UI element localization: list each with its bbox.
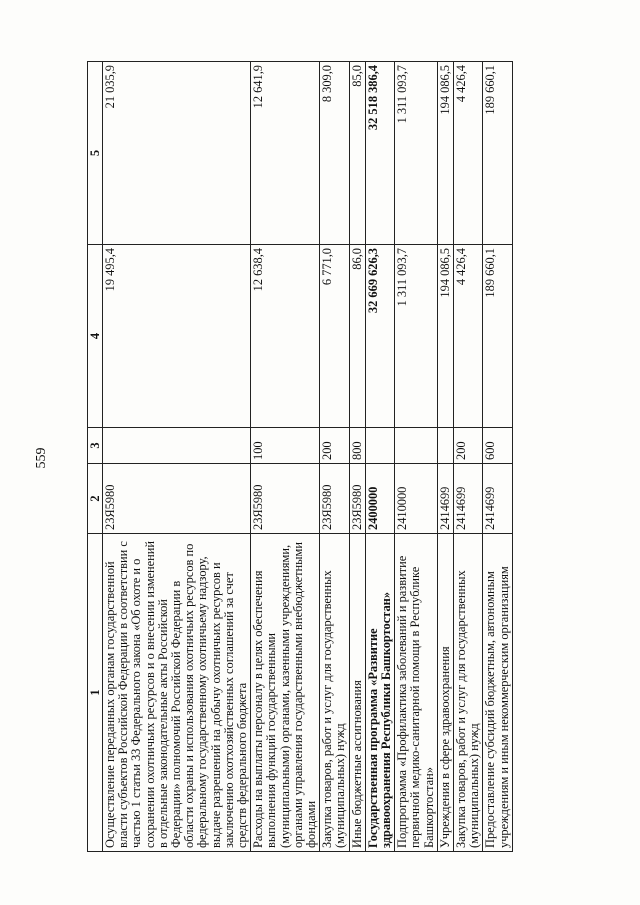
row-code: 23Я5980 [251,464,320,534]
row-value-5: 12 641,9 [251,62,320,245]
header-col-5: 5 [88,62,103,245]
row-value-5: 8 309,0 [320,62,349,245]
row-value-5: 194 086,5 [437,62,453,245]
table-row [365,62,394,852]
row-value-5: 189 660,1 [483,62,512,245]
row-vr [395,428,438,464]
row-vr [365,428,394,464]
row-value-5: 21 035,9 [103,62,251,245]
row-value-4: 189 660,1 [483,245,512,428]
row-vr [437,428,453,464]
budget-table-rotated [87,62,607,852]
table-row [320,62,349,852]
row-value-5: 85,0 [349,62,365,245]
row-code: 23Я5980 [349,464,365,534]
row-value-4: 32 669 626,3 [365,245,394,428]
row-name: Учреждения в сфере здравоохранения [437,534,453,852]
row-value-4: 1 311 093,7 [395,245,438,428]
row-code: 2400000 [365,464,394,534]
budget-table [87,61,513,852]
header-col-4: 4 [88,245,103,428]
row-name: Закупка товаров, работ и услуг для государственных (муниципальных) нужд [454,534,483,852]
table-row [483,62,512,852]
row-name: Расходы на выплаты персоналу в целях обеспечения выполнения функций государственными (муниципальными) органами, казенными учреждениями, органами управления государственными внебюджетными фондами [251,534,320,852]
row-code: 23Я5980 [320,464,349,534]
header-row [88,62,103,852]
row-vr: 600 [483,428,512,464]
row-vr: 200 [454,428,483,464]
table-row [395,62,438,852]
header-col-3: 3 [88,428,103,464]
row-name: Подпрограмма «Профилактика заболеваний и развитие первичной медико-санитарной помощи в Республике Башкортостан» [395,534,438,852]
row-code: 2414699 [483,464,512,534]
row-code: 2414699 [437,464,453,534]
row-vr: 800 [349,428,365,464]
row-value-5: 32 518 386,4 [365,62,394,245]
row-value-5: 4 426,4 [454,62,483,245]
table-row [437,62,453,852]
row-value-4: 194 086,5 [437,245,453,428]
row-name: Предоставление субсидий бюджетным, автономным учреждениям и иным некоммерческим организациям [483,534,512,852]
row-name: Иные бюджетные ассигнования [349,534,365,852]
row-value-4: 12 638,4 [251,245,320,428]
row-value-4: 86,0 [349,245,365,428]
row-code: 23Я5980 [103,464,251,534]
table-row [454,62,483,852]
row-vr: 200 [320,428,349,464]
row-value-4: 19 495,4 [103,245,251,428]
row-code: 2414699 [454,464,483,534]
row-name: Закупка товаров, работ и услуг для государственных (муниципальных) нужд [320,534,349,852]
table-row [103,62,251,852]
row-name: Осуществление переданных органам государственной власти субъектов Российской Федерации в соответствии с частью 1 статьи 33 Федерального закона «Об охоте и о сохранении охотничьих ресурсов и о внесении изменений в отдельные законодательные акты Российской Федерации» полномочий Российской Федерации в области охраны и использования охотничьих ресурсов по федеральному государственному охотничьему надзору, выдаче разрешений на добычу охотничьих ресурсов и заключению охотхозяйственных соглашений за счет средств федерального бюджета [103,534,251,852]
row-value-4: 4 426,4 [454,245,483,428]
table-row [251,62,320,852]
row-value-5: 1 311 093,7 [395,62,438,245]
row-vr: 100 [251,428,320,464]
row-code: 2410000 [395,464,438,534]
page-number: 559 [34,447,49,469]
header-col-1: 1 [88,534,103,852]
row-value-4: 6 771,0 [320,245,349,428]
header-col-2: 2 [88,464,103,534]
table-row [349,62,365,852]
row-vr [103,428,251,464]
row-name: Государственная программа «Развитие здравоохранения Республики Башкортостан» [365,534,394,852]
